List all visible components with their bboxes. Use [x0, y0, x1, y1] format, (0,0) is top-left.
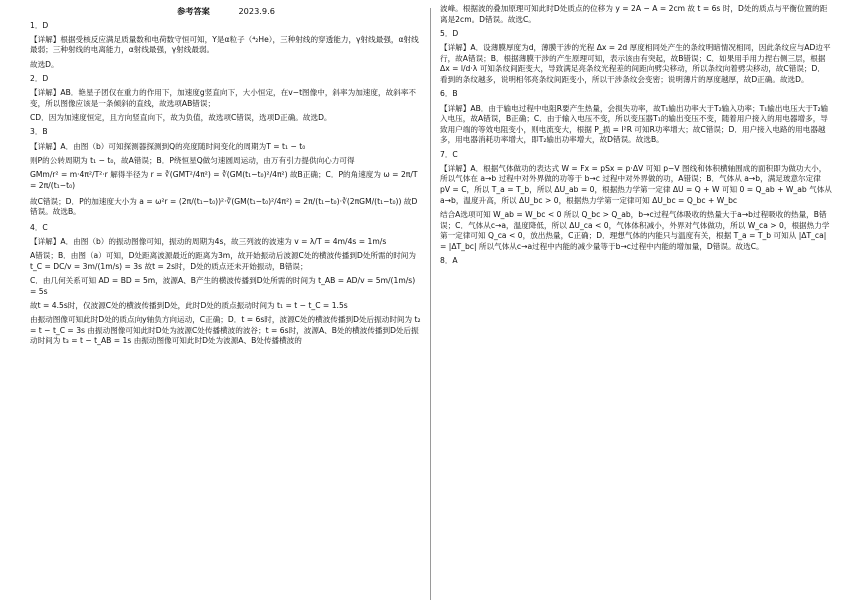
answer-paragraph: 故t = 4.5s时，仅波源C处的横波传播到D处，此时D处的质点振动时间为 t₁ = t − t_C = 1.5s	[30, 301, 348, 310]
question-number: 1．D	[30, 20, 49, 30]
question-number: 6．B	[440, 89, 458, 99]
left-body	[30, 21, 422, 347]
answer-paragraph: 【详解】A．根据气体做功的表达式 W = Fx = pSx = p·ΔV 可知 p−V 图线和体积横轴围成的面积即为做功大小，所以气体在 a→b 过程中对外界做的功等于 b→c 过程中对外界做的功，A错误；B．气体从 a→b，满足玻意尔定律 pV = C，所以 T_a = T_b，所以 ΔU_ab = 0，根据热力学第一定律 ΔU = Q + W 可知 0 = Q_ab + W_ab 气体从 a→b，温度升高，所以 ΔU_bc > 0，根据热力学第一定律可知 ΔU_bc = Q_bc + W_bc	[440, 163, 832, 205]
question-number: 5．D	[440, 28, 459, 38]
formula-line: GMm/r² = m·4π²/T²·r 解得半径为 r = ∛(GMT²/4π²) = ∛(GM(t₁−t₀)²/4π²) 故B正确；C．P的角速度为 ω = 2π/T = 2π/(t₁−t₀)	[30, 170, 418, 190]
answer-paragraph: CD．因为加速度恒定，且方向竖直向下，故为负值，故选项C错误，选项D正确。故选D。	[30, 113, 332, 123]
right-body	[440, 4, 832, 267]
answer-paragraph: 【详解】A．由图（b）可知探测器探测到Q的亮度随时间变化的周期为T = t₁ − t₀	[30, 141, 306, 151]
question-number: 7．C	[440, 149, 458, 159]
answer-paragraph: 【详解】AB．艳星子团仅在重力的作用下，加速度g竖直向下，大小恒定，在v−t图像中，斜率为加速度，故斜率不变，所以图像应该是一条倾斜的直线，故选项AB错误；	[30, 88, 416, 108]
answer-paragraph: 波峰。根据波的叠加原理可知此时D处质点的位移为 y = 2A − A = 2cm 故 t = 6s 时，D处的质点与平衡位置的距离是2cm。D错误。故选C。	[440, 4, 828, 24]
answer-paragraph: 故选D。	[30, 59, 59, 69]
answer-paragraph: 【详解】A．由图（b）的振动图像可知，振动的周期为4s，故三列波的波速为 v = λ/T = 4m/4s = 1m/s	[30, 236, 387, 246]
answer-paragraph: 【详解】A．设薄膜厚度为d，薄膜干涉的光程 Δx = 2d 厚度相同处产生的条纹明暗情况相同，因此条纹应与AD边平行，故A错误；B．根据薄膜干涉的产生原理可知，表示该由有突起，故B错误；C．如果用手用力捏右侧三层，根据 Δx = l/d·λ 可知条纹间距变大，导致满足亮条纹光程差的间距向劈尖移动，所以条纹向着劈尖移动，故C错误；D．看到的条纹越多，说明相邻亮条纹间距变小，所以干涉条纹会变密；说明薄片的厚度越厚，故D正确。故选D。	[440, 43, 831, 84]
question-number: 3．B	[30, 127, 48, 137]
column-divider	[430, 8, 431, 600]
answer-paragraph: 则P的公转周期为 t₁ − t₀，故A错误；B．P绕恒星Q做匀速圆周运动，由万有引力提供向心力可得	[30, 156, 355, 166]
answer-paragraph: 【详解】AB．由于输电过程中电阻R要产生热量，会损失功率，故T₁输出功率大于T₂输入功率；T₁输出电压大于T₂输入电压，故A错误，B正确；C．由于输入电压不变，所以变压器T₁的输出变压不变，随着用户接入的用电器增多，导致用户端的等效电阻变小，则电流变大，根据 P_损 = I²R 可知R功率增大；故C错误；D．用户接入电路的用电器越多，用电器消耗功率增大，即T₂输出功率增大，故D错误。故选B。	[440, 103, 829, 145]
question-number: 4．C	[30, 222, 48, 232]
page-header	[30, 6, 422, 17]
right-column	[440, 4, 832, 270]
formula-line: 故C错误；D．P的加速度大小为 a = ω²r = (2π/(t₁−t₀))²·∛(GM(t₁−t₀)²/4π²) = 2π/(t₁−t₀)·∛(2πGM/(t₁−t₀)) 故D错误。故选B。	[30, 196, 418, 217]
left-column	[30, 4, 422, 351]
page-date: 2023.9.6	[238, 6, 275, 16]
answer-paragraph: 由振动图像可知此时D处的质点向y轴负方向运动，C正确；D．t = 6s时，波源C处的横波传播到D处后振动时间为 t₂ = t − t_C = 3s 由振动图像可知此时D处为波源C处传播横波的波谷；t = 6s时，波源A、B处的横波传播到D处后振动时间为 t₃ = t − t_AB = 1s 由振动图像可知此时D处为波源A、B处传播横波的	[30, 315, 421, 346]
answer-paragraph: 【详解】根据受核反应满足质量数和电荷数守恒可知，Y是α粒子（⁴₂He），三种射线的穿透能力，γ射线最强，α射线最弱；三种射线的电离能力，α射线最强，γ射线最弱。	[30, 34, 419, 55]
answer-paragraph: C．由几何关系可知 AD = BD = 5m，波源A、B产生的横波传播到D处所需的时间为 t_AB = AD/v = 5m/(1m/s) = 5s	[30, 276, 416, 296]
answer-paragraph: 结合A选项可知 W_ab = W_bc < 0 所以 Q_bc > Q_ab，b→c过程气体吸收的热量大于a→b过程吸收的热量，B错误；C．气体从c→a，温度降低，所以 ΔU_ca < 0，气体体积减小，外界对气体做功，所以 W_ca > 0，根据热力学第一定律可知 Q_ca < 0，放出热量，C正确；D．理想气体的内能只与温度有关，根据 T_a = T_b 可知从 |ΔT_ca| = |ΔT_bc| 所以气体从c→a过程中内能的减少量等于b→c过程中内能的增加量，D错误。故选C。	[440, 209, 830, 251]
question-number: 8．A	[440, 255, 458, 265]
page-title: 参考答案	[177, 6, 210, 16]
question-number: 2．D	[30, 74, 49, 84]
answer-paragraph: A错误；B．由图（a）可知，D处距离波源最近的距离为3m，故开始振动后波源C处的横波传播到D处所需的时间为 t_C = DC/v = 3m/(1m/s) = 3s 故t = 2s时，D处的质点还未开始振动，B错误；	[30, 251, 416, 271]
